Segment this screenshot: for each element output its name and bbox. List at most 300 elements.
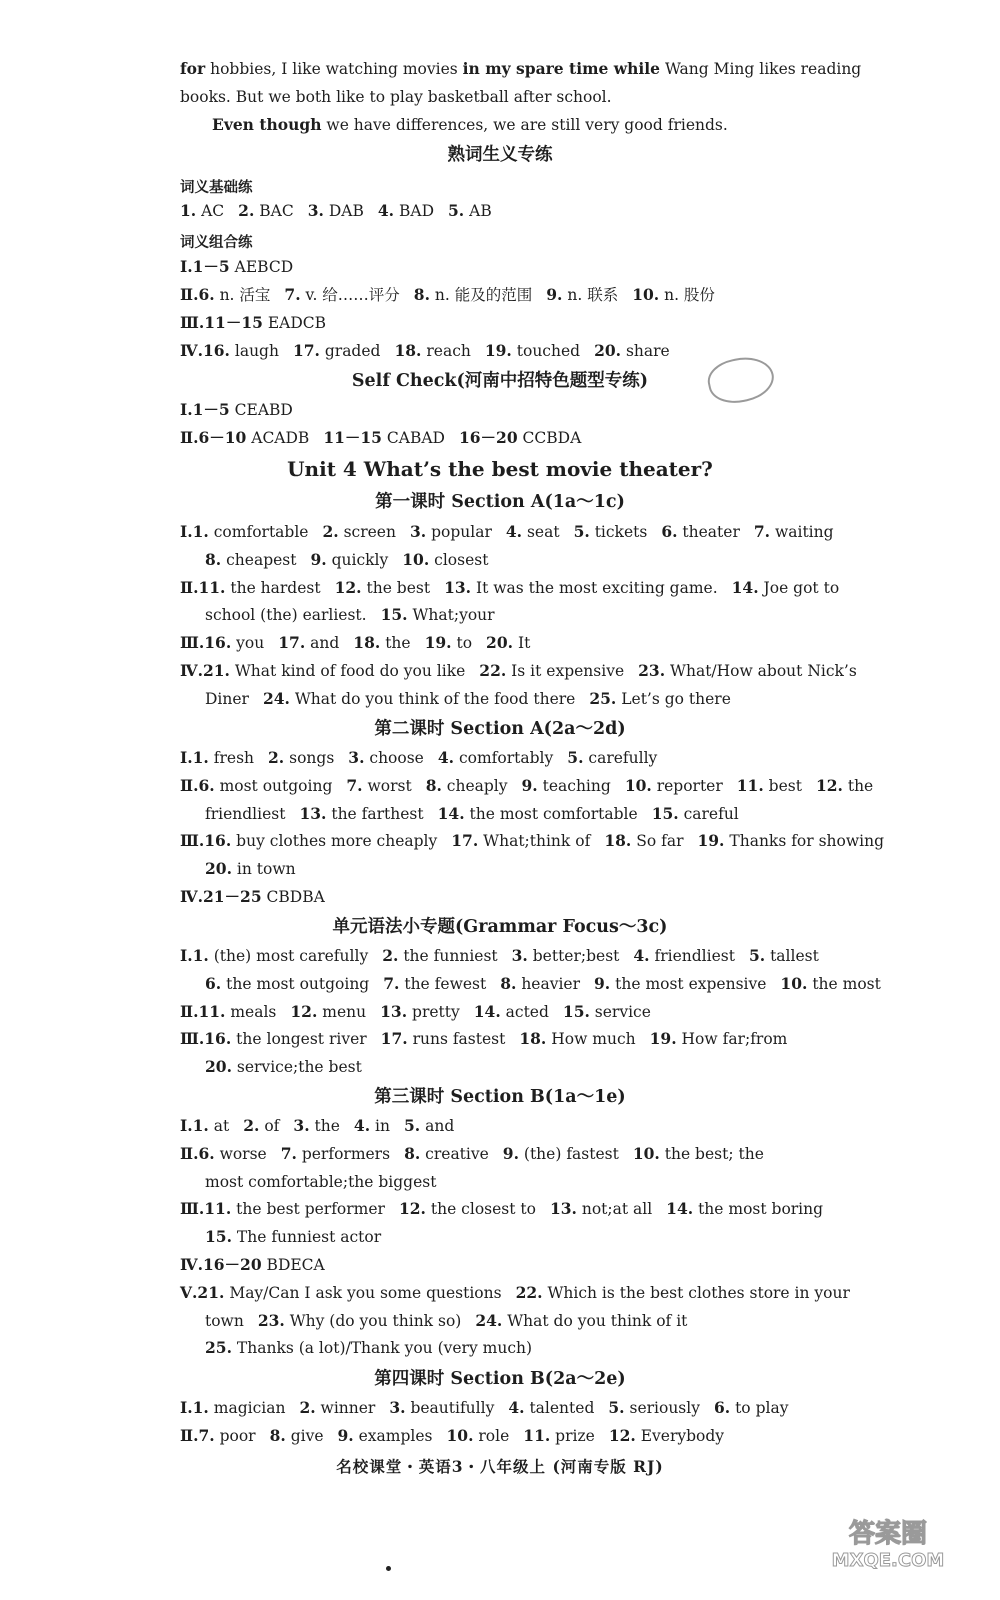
text-run: books. But we both like to play basketball after school. [180,88,612,106]
answer-text: not;at all [576,1200,653,1219]
answer-item [380,1003,460,1021]
answer-text: (the) most carefully [208,947,369,965]
subheading-combo: 词义组合练 [180,234,253,251]
answer-text: v. 给……评分 [300,286,400,304]
answer-text: comfortably [454,749,554,767]
page-dot [386,1566,391,1571]
answer-item [299,1399,375,1417]
answer-text: cheapest [221,550,297,569]
answer-text: winner [315,1399,376,1417]
question-number: 3. [348,748,365,767]
question-number: Ⅱ.11. [180,577,226,597]
answer-item [378,202,434,220]
question-number: Ⅱ.6－10 [180,428,247,447]
answer-item [290,1003,366,1021]
answer-line [205,1310,701,1332]
answer-item [205,805,285,823]
answer-line [180,830,898,852]
question-number: 15. [205,1227,232,1247]
answer-item [205,975,369,993]
answer-line [180,399,307,421]
answer-text: carefully [583,749,658,767]
question-number: 6. [661,522,678,541]
question-number: Ⅰ.1. [180,1116,209,1135]
answer-text: comfortable [208,523,309,541]
question-number: Ⅲ.16. [180,831,232,851]
answer-item [381,606,495,624]
question-number: 10. [632,1143,660,1163]
question-number: 19. [424,633,452,653]
answer-item [383,975,486,993]
answer-text: and [420,1117,455,1135]
answer-item [608,1399,700,1417]
lesson-title-3: 第三课时 Section B(1a～1e) [374,1087,626,1107]
answer-text: school (the) earliest. [205,606,367,625]
answer-text: the hardest [225,578,321,597]
question-number: 19. [484,341,512,360]
answer-item [205,551,296,569]
answer-text: give [285,1426,324,1445]
answer-item [180,947,368,965]
answer-text: worse [214,1144,267,1163]
answer-line [180,521,848,543]
answer-text: most comfortable;the biggest [205,1172,437,1191]
answer-line [180,747,671,769]
answer-item [594,342,670,360]
answer-text: magician [208,1399,286,1417]
answer-text: the longest river [231,1030,367,1049]
answer-line [180,284,729,306]
question-number: 2. [268,748,285,767]
answer-text: friendliest [649,947,735,965]
answer-line [205,858,310,880]
answer-line [205,1056,376,1078]
question-number: Ⅲ.11. [180,1199,232,1219]
answer-line [180,340,684,362]
question-number: 23. [638,661,666,680]
answer-item [666,1200,823,1218]
answer-text: CCBDA [517,429,582,447]
answer-item [278,634,339,652]
answer-item [633,1145,764,1163]
question-number: 8. [413,285,430,304]
answer-text: BDECA [261,1256,325,1274]
question-number: 4. [353,1116,371,1135]
svg-text:答案圈: 答案圈 [848,1519,928,1549]
question-number: 5. [567,748,584,767]
answer-item [180,579,321,597]
answer-item [348,749,424,767]
answer-item [414,286,532,304]
answer-line [180,256,307,278]
answer-item [323,429,445,447]
answer-text: teaching [537,776,611,795]
answer-text: to [451,634,473,653]
question-number: 11－15 [323,428,382,447]
answer-item [322,523,396,541]
answer-item [293,342,381,360]
answer-text: to play [730,1399,789,1417]
answer-text: n. 股份 [659,286,715,304]
answer-text: the most expensive [610,974,767,993]
answer-text: tickets [589,523,648,541]
answer-item [180,1256,325,1274]
answer-text: AB [464,202,492,220]
question-number: 19. [649,1029,677,1049]
answer-text: and [305,634,340,653]
unit-title: Unit 4 What’s the best movie theater? [287,457,713,481]
question-number: Ⅳ.16－20 [180,1255,262,1274]
answer-text: What do you think of the food there [289,689,576,708]
answer-text: the [842,776,874,795]
answer-item [281,1145,390,1163]
question-number: 15. [651,803,679,823]
answer-text: talented [524,1399,595,1417]
answer-text: friendliest [205,804,286,823]
answer-item [816,777,873,795]
answer-text: the best; the [659,1144,764,1163]
answer-text: the most comfortable [464,804,638,823]
answer-item [205,690,249,708]
question-number: 10. [780,973,808,993]
question-number: 3. [293,1116,310,1135]
answer-item [180,1117,229,1135]
answer-item [522,777,611,795]
question-number: 17. [380,1029,408,1049]
question-number: 14. [731,577,759,597]
question-number: 15. [562,1001,590,1021]
answer-text: fresh [208,749,255,767]
answer-item [180,342,279,360]
answer-text: CABAD [381,429,445,447]
question-number: Ⅰ.1. [180,946,209,965]
answer-text: theater [677,523,740,541]
answer-item [205,1228,381,1246]
answer-item [604,832,683,850]
answer-text: service [589,1002,651,1021]
answer-text: the fewest [399,974,487,993]
answer-item [594,975,766,993]
answer-item [451,832,590,850]
answer-text: It [513,634,531,653]
answer-item [650,1030,788,1048]
question-number: Ⅱ.6. [180,775,215,795]
section-title-shuci: 熟词生义专练 [447,145,553,165]
answer-text: n. 联系 [562,286,619,304]
question-number: 11. [523,1425,551,1445]
question-number: 4. [437,748,455,767]
text-run: Wang Ming likes reading [660,60,862,78]
answer-item [410,523,492,541]
svg-text:MXQE.COM: MXQE.COM [831,1550,945,1571]
answer-text: touched [511,342,581,360]
answer-item [780,975,880,993]
answer-text: town [205,1311,244,1330]
question-number: 10. [632,285,660,304]
question-number: 12. [290,1001,318,1021]
answer-line [180,1198,837,1220]
question-number: Ⅱ.6. [180,1143,215,1163]
answer-text: Is it expensive [506,662,625,680]
answer-item [205,860,296,878]
answer-text: role [473,1426,510,1445]
answer-text: worst [362,776,412,795]
answer-item [180,1030,367,1048]
answer-item [389,1399,494,1417]
answer-text: Everybody [635,1426,725,1445]
answer-line [180,1425,738,1447]
question-number: 17. [451,831,479,851]
answer-text: service;the best [231,1058,362,1077]
question-number: Ⅰ.1. [180,522,209,541]
question-number: 6. [205,973,222,993]
answer-text: the [380,634,411,653]
lesson-title-2: 第二课时 Section A(2a～2d) [374,719,626,739]
text-run: we have differences, we are still very good friends. [321,116,728,134]
answer-item [299,805,423,823]
answer-item [180,1145,267,1163]
question-number: 4. [377,201,395,220]
answer-item [550,1200,652,1218]
question-number: 13. [380,1001,408,1021]
question-number: 9. [594,973,611,993]
answer-text: What;think of [478,832,591,851]
answer-item [479,662,624,680]
answer-text: n. 活宝 [214,286,271,304]
answer-text: Thanks (a lot)/Thank you (very much) [231,1339,533,1358]
answer-item [243,1117,279,1135]
answer-text: Why (do you think so) [284,1311,462,1330]
answer-text: quickly [326,550,389,569]
question-number: 10. [402,549,430,569]
answer-line [180,1143,778,1165]
question-number: 5. [448,201,465,220]
answer-item [625,777,723,795]
answer-text: poor [214,1426,256,1445]
question-number: 8. [205,549,222,569]
question-number: 18. [519,1029,547,1049]
answer-item [438,749,553,767]
question-number: 17. [278,633,306,653]
answer-item [503,1145,619,1163]
answer-text: What do you think of it [502,1311,688,1330]
question-number: 2. [238,201,255,220]
answer-item [205,1173,436,1191]
question-number: 8. [404,1143,421,1163]
question-number: 2. [382,946,399,965]
answer-text: performers [296,1144,391,1163]
question-number: 20. [205,859,232,879]
page-footer: 名校课堂・英语3・八年级上 (河南专版 RJ) [336,1457,664,1476]
answer-item [574,523,648,541]
answer-text: at [208,1117,230,1135]
question-number: 4. [633,946,650,965]
question-number: 3. [389,1398,406,1417]
question-number: Ⅰ.1－5 [180,400,230,419]
answer-line [205,1226,395,1248]
question-number: 5. [608,1398,625,1417]
answer-line [180,1028,801,1050]
answer-item [475,1312,687,1330]
answer-item [310,551,388,569]
question-number: Ⅰ.1. [180,1398,209,1417]
answer-item [180,1200,385,1218]
answer-text: May/Can I ask you some questions [224,1283,502,1302]
answer-item [567,749,657,767]
answer-item [448,202,492,220]
answer-line [180,1397,802,1419]
question-number: 22. [515,1282,543,1302]
question-number: 7. [346,775,363,795]
answer-text: closest [429,550,489,569]
answer-line [180,945,833,967]
answer-text: EADCB [262,314,327,332]
answer-item [516,1284,850,1302]
question-number: 19. [697,831,725,851]
answer-item [180,777,332,795]
answer-item [474,1003,549,1021]
grammar-title: 单元语法小专题(Grammar Focus～3c) [332,917,668,937]
answer-item [382,947,497,965]
answer-item [632,286,715,304]
answer-text: How far;from [676,1030,788,1049]
answer-text: BAC [254,202,294,220]
answer-line [180,1001,665,1023]
answer-text: AC [196,202,225,220]
answer-item [180,634,264,652]
answer-text: runs fastest [407,1030,506,1049]
question-number: 22. [479,661,507,680]
answer-text: buy clothes more cheaply [231,832,438,851]
answer-item [749,947,819,965]
answer-line [180,660,871,682]
answer-item [447,1427,510,1445]
lesson-title-4: 第四课时 Section B(2a～2e) [374,1369,626,1389]
question-number: 5. [403,1116,421,1135]
question-number: Ⅲ.11－15 [180,313,263,332]
question-number: 24. [475,1310,503,1330]
text-run: in my spare time while [462,59,661,78]
answer-item [506,523,560,541]
answer-text: the most [807,974,881,993]
answer-text: CEABD [229,401,293,419]
answer-text: screen [338,523,396,541]
answer-item [180,1427,256,1445]
answer-item [180,429,309,447]
answer-item [523,1427,595,1445]
answer-text: (the) fastest [518,1144,619,1163]
question-number: 10. [446,1425,474,1445]
answer-item [180,888,325,906]
answer-item [500,975,580,993]
answer-text: reach [421,342,471,360]
answer-item [205,606,367,624]
question-number: Ⅱ.11. [180,1001,226,1021]
answer-line [180,1115,468,1137]
subheading-basic: 词义基础练 [180,179,253,196]
question-number: 10. [624,775,652,795]
answer-text: the most boring [693,1200,824,1219]
question-number: 12. [815,775,843,795]
answer-text: careful [678,804,739,823]
answer-item [354,1117,390,1135]
question-number: Ⅳ.21－25 [180,887,262,906]
question-number: 8. [425,775,442,795]
question-number: 9. [337,1425,354,1445]
answer-item [399,1200,536,1218]
answer-item [425,634,472,652]
question-number: 9. [521,775,538,795]
answer-text: graded [319,342,381,360]
answer-text: the farthest [326,804,424,823]
question-number: 12. [608,1425,636,1445]
question-number: 15. [380,605,408,625]
answer-item [308,202,364,220]
question-number: 7. [383,973,400,993]
answer-item [238,202,294,220]
answer-text: better;best [527,947,620,965]
answer-item [180,1284,502,1302]
question-number: 12. [334,577,362,597]
answer-text: the best [361,578,431,597]
answer-item [381,1030,506,1048]
question-number: 6. [713,1398,731,1417]
answer-line [180,312,340,334]
answer-item [180,1003,276,1021]
text-run: for [180,59,206,78]
answer-text: songs [284,749,335,767]
answer-line [205,803,753,825]
answer-text: DAB [323,202,364,220]
answer-item [609,1427,724,1445]
answer-line [205,604,509,626]
answer-item [737,777,802,795]
answer-item [180,401,293,419]
answer-text: in [370,1117,390,1135]
intro-line-3 [212,114,728,136]
question-number: 9. [310,549,327,569]
answer-item [268,749,334,767]
answer-line [180,632,544,654]
answer-item [404,1117,454,1135]
answer-item [270,1427,324,1445]
answer-text: How much [546,1030,636,1049]
question-number: 25. [205,1338,232,1358]
answer-item [180,662,465,680]
answer-item [444,579,718,597]
question-number: 16－20 [458,428,518,447]
answer-item [180,202,224,220]
answer-text: n. 能及的范围 [429,286,533,304]
answer-text: the [309,1117,340,1135]
answer-item [258,1312,462,1330]
question-number: 5. [573,522,590,541]
question-number: Ⅴ.21. [180,1282,225,1302]
question-number: Ⅳ.16. [180,341,230,360]
answer-item [638,662,857,680]
answer-text: creative [420,1144,489,1163]
question-number: 14. [666,1199,694,1219]
answer-text: laugh [229,342,279,360]
question-number: 7. [284,285,301,304]
answer-text: It was the most exciting game. [471,578,718,597]
question-number: 5. [748,946,766,965]
answer-text: The funniest actor [231,1228,382,1247]
question-number: 20. [486,633,514,653]
answer-item [263,690,575,708]
answer-text: the most outgoing [221,974,370,993]
answer-item [519,1030,635,1048]
